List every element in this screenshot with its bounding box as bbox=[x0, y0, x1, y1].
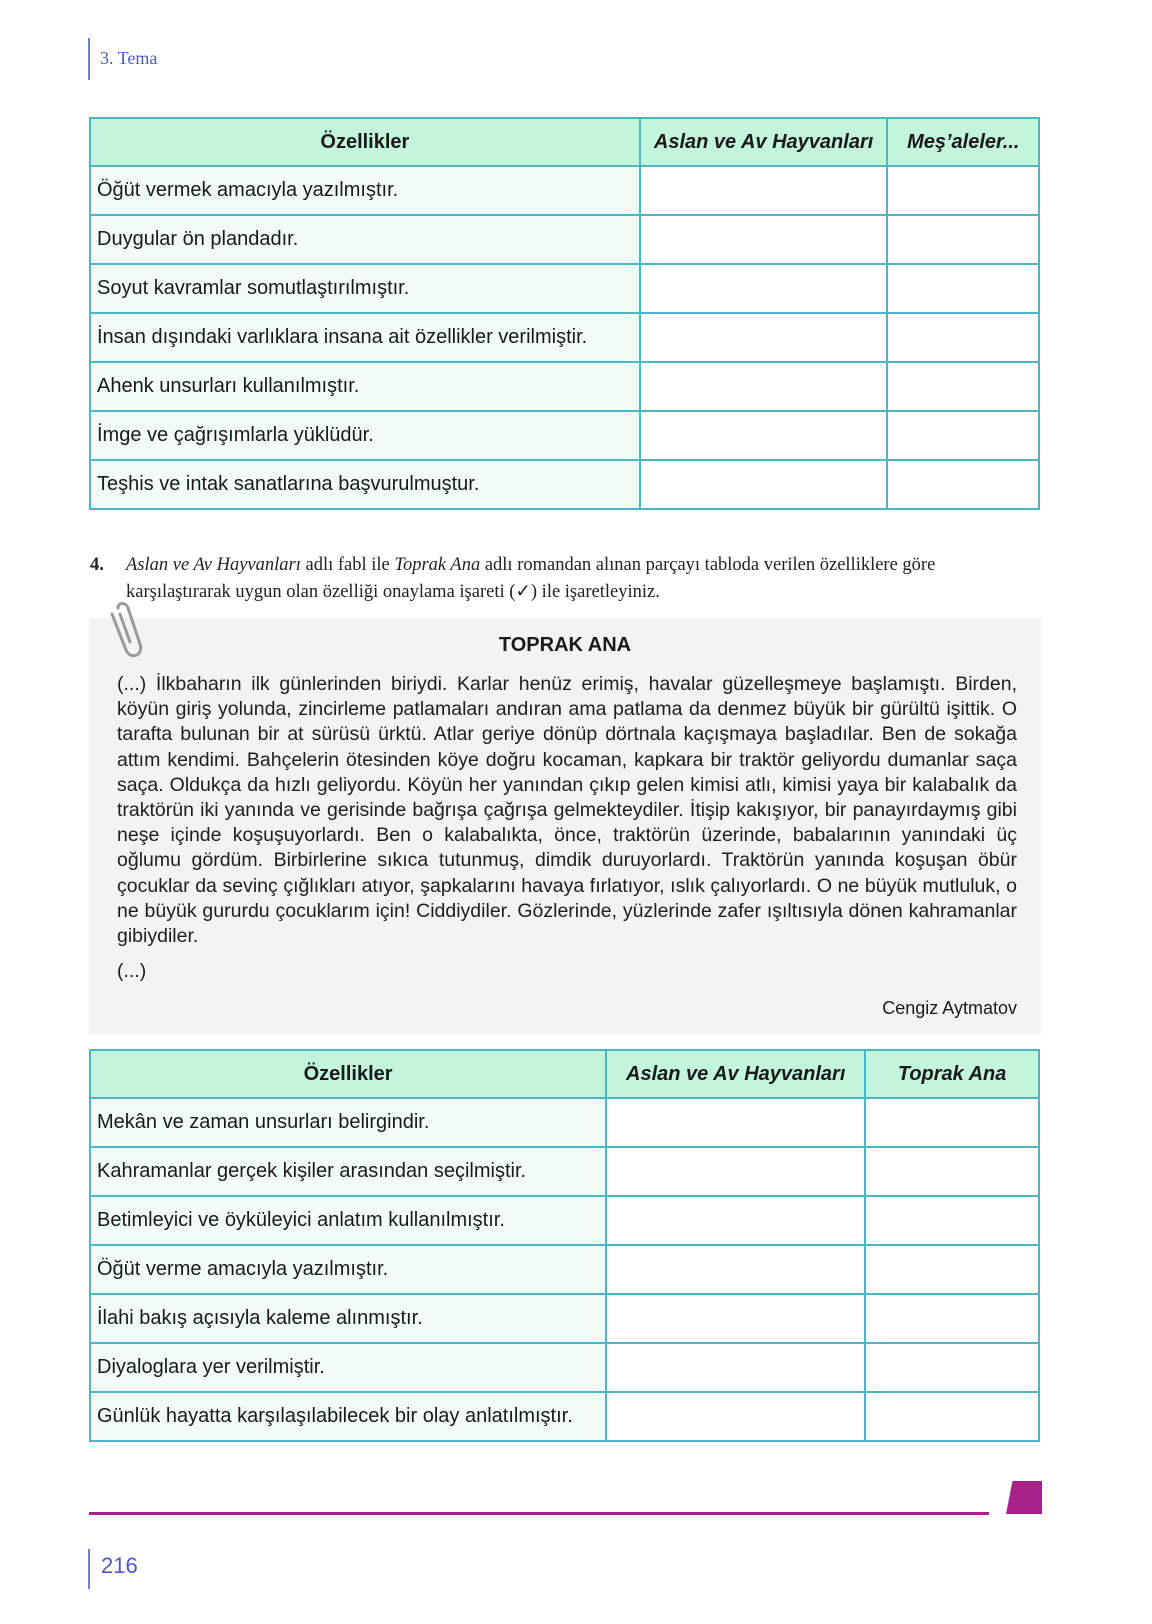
comparison-table-2 bbox=[89, 1049, 1040, 1442]
table-row bbox=[90, 215, 1039, 264]
check-cell[interactable] bbox=[887, 215, 1039, 264]
feature-label: İlahi bakış açısıyla kaleme alınmıştır. bbox=[90, 1294, 606, 1343]
passage-text bbox=[117, 672, 1017, 949]
table-row bbox=[90, 362, 1039, 411]
table-row bbox=[90, 1098, 1039, 1147]
question-4 bbox=[90, 552, 1040, 606]
feature-label: Teşhis ve intak sanatlarına başvurulmuştur. bbox=[90, 460, 640, 509]
check-cell[interactable] bbox=[865, 1392, 1039, 1441]
check-cell[interactable] bbox=[865, 1196, 1039, 1245]
question-text-part: adlı fabl ile bbox=[300, 555, 395, 575]
feature-label: Kahramanlar gerçek kişiler arasından seçilmiştir. bbox=[90, 1147, 606, 1196]
check-cell[interactable] bbox=[887, 411, 1039, 460]
table-row bbox=[90, 411, 1039, 460]
check-cell[interactable] bbox=[640, 166, 888, 215]
check-cell[interactable] bbox=[640, 362, 888, 411]
table-row bbox=[90, 1392, 1039, 1441]
column-header-aslan: Aslan ve Av Hayvanları bbox=[606, 1050, 865, 1098]
feature-label: Öğüt vermek amacıyla yazılmıştır. bbox=[90, 166, 640, 215]
column-header-aslan: Aslan ve Av Hayvanları bbox=[640, 118, 888, 166]
feature-label: Öğüt verme amacıyla yazılmıştır. bbox=[90, 1245, 606, 1294]
check-cell[interactable] bbox=[640, 215, 888, 264]
check-cell[interactable] bbox=[865, 1245, 1039, 1294]
column-header-features: Özellikler bbox=[90, 118, 640, 166]
check-cell[interactable] bbox=[640, 264, 888, 313]
table-row bbox=[90, 1294, 1039, 1343]
table-row bbox=[90, 460, 1039, 509]
feature-label: Ahenk unsurları kullanılmıştır. bbox=[90, 362, 640, 411]
footer-accent-bar bbox=[88, 1549, 90, 1589]
chapter-title: 3. Tema bbox=[100, 48, 158, 68]
feature-label: Diyaloglara yer verilmiştir. bbox=[90, 1343, 606, 1392]
check-cell[interactable] bbox=[640, 313, 888, 362]
check-cell[interactable] bbox=[606, 1196, 865, 1245]
check-cell[interactable] bbox=[606, 1098, 865, 1147]
column-header-toprak-ana: Toprak Ana bbox=[865, 1050, 1039, 1098]
feature-label: Günlük hayatta karşılaşılabilecek bir olay anlatılmıştır. bbox=[90, 1392, 606, 1441]
reading-passage bbox=[89, 618, 1041, 1034]
comparison-table-1 bbox=[89, 117, 1040, 510]
footer-divider bbox=[89, 1512, 989, 1515]
fable-title: Aslan ve Av Hayvanları bbox=[126, 555, 301, 575]
check-cell[interactable] bbox=[865, 1147, 1039, 1196]
check-cell[interactable] bbox=[640, 411, 888, 460]
check-cell[interactable] bbox=[887, 362, 1039, 411]
feature-label: Betimleyici ve öyküleyici anlatım kullanılmıştır. bbox=[90, 1196, 606, 1245]
question-text-part: adlı romandan alınan parçayı tabloda verilen özelliklere göre karşılaştırarak uygun olan özelliği onaylama işareti (✓) ile işaretleyiniz. bbox=[126, 555, 936, 602]
passage-paragraph: (...) İlkbaharın ilk günlerinden biriydi. Karlar henüz erimiş, havalar güzelleşmeye başlamıştı. Birden, köyün giriş yolunda, zincirleme patlamaları andıran ama patlama da denmez büyük bir gürültü işittik. O tarafta bulunan bir at sürüsü ürktü. Atlar geriye dönüp dörtnala kaçışmaya başladılar. Ben de sokağa attım kendimi. Bahçelerin ötesinden köye doğru kocaman, kapkara bir traktör geliyordu dumanlar saça saça. Oldukça da hızlı geliyordu. Köyün her yanından çıkıp gelen kimisi atlı, kimisi yaya bir kalabalık da traktörün iki yanında ve gerisinde bağrışa çağrışa gelmekteydiler. İtişip kakışıyor, bir panayırdaymış gibi neşe içinde koşuşuyorlardı. Ben o kalabalıkta, önce, traktörün üzerinde, babalarının yanındaki üç oğlumu gördüm. Birbirlerine sıkıca tutunmuş, dimdik duruyorlardı. Traktörün yanında koşuşan öbür çocuklar da sevinç çığlıkları atıyor, şapkalarını havaya fırlatıyor, ıslık çalıyorlardı. O ne büyük mutluluk, o ne büyük gururdu çocuklarım için! Ciddiydiler. Gözlerinde, yüzlerinde zafer ışıltısıyla dönen kahramanlar gibiydiler. bbox=[117, 673, 1017, 948]
paperclip-icon bbox=[104, 600, 144, 662]
feature-label: İnsan dışındaki varlıklara insana ait özellikler verilmiştir. bbox=[90, 313, 640, 362]
feature-label: Soyut kavramlar somutlaştırılmıştır. bbox=[90, 264, 640, 313]
check-cell[interactable] bbox=[865, 1294, 1039, 1343]
passage-title: TOPRAK ANA bbox=[498, 634, 632, 656]
column-header-features: Özellikler bbox=[90, 1050, 606, 1098]
feature-label: Duygular ön plandadır. bbox=[90, 215, 640, 264]
check-cell[interactable] bbox=[606, 1147, 865, 1196]
table-header-row bbox=[90, 1050, 1039, 1098]
footer-tab-marker bbox=[1006, 1481, 1042, 1514]
check-cell[interactable] bbox=[865, 1098, 1039, 1147]
table-row bbox=[90, 1343, 1039, 1392]
check-cell[interactable] bbox=[640, 460, 888, 509]
question-number: 4. bbox=[90, 555, 104, 575]
check-cell[interactable] bbox=[887, 166, 1039, 215]
column-header-mesaleler: Meş’aleler... bbox=[887, 118, 1039, 166]
table-row bbox=[90, 1196, 1039, 1245]
check-cell[interactable] bbox=[606, 1245, 865, 1294]
feature-label: İmge ve çağrışımlarla yüklüdür. bbox=[90, 411, 640, 460]
feature-label: Mekân ve zaman unsurları belirgindir. bbox=[90, 1098, 606, 1147]
table-header-row bbox=[90, 118, 1039, 166]
table-row bbox=[90, 166, 1039, 215]
check-cell[interactable] bbox=[606, 1294, 865, 1343]
table-row bbox=[90, 1147, 1039, 1196]
header-accent-bar bbox=[88, 38, 90, 80]
check-cell[interactable] bbox=[606, 1392, 865, 1441]
check-cell[interactable] bbox=[887, 313, 1039, 362]
novel-title: Toprak Ana bbox=[394, 555, 481, 575]
table-row bbox=[90, 313, 1039, 362]
check-cell[interactable] bbox=[865, 1343, 1039, 1392]
table-row bbox=[90, 264, 1039, 313]
passage-author: Cengiz Aytmatov bbox=[882, 998, 1017, 1018]
page-number: 216 bbox=[101, 1553, 138, 1578]
passage-ellipsis: (...) bbox=[117, 960, 147, 982]
check-cell[interactable] bbox=[606, 1343, 865, 1392]
table-row bbox=[90, 1245, 1039, 1294]
question-text bbox=[126, 552, 1040, 606]
check-cell[interactable] bbox=[887, 460, 1039, 509]
check-cell[interactable] bbox=[887, 264, 1039, 313]
